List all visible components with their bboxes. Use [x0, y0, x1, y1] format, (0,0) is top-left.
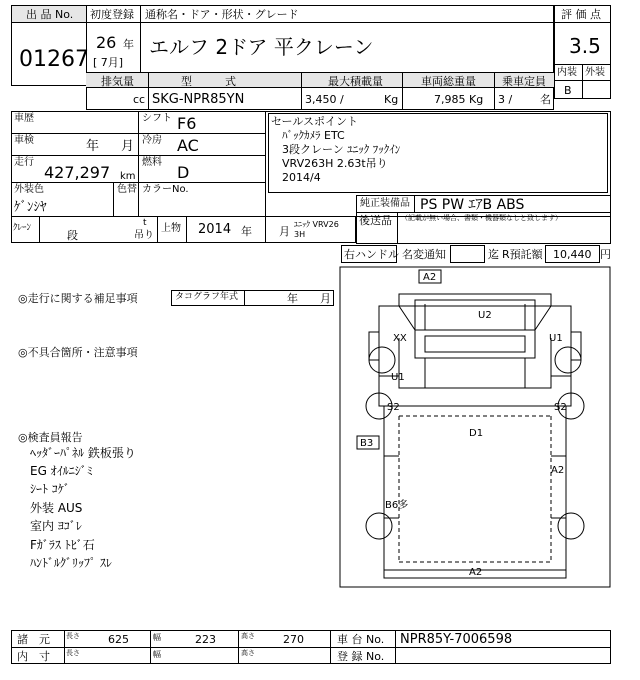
inspector-line: 外装 AUS	[30, 501, 83, 515]
crane-month-unit: 月	[279, 225, 290, 238]
first-reg-month: [ 7月]	[93, 56, 124, 69]
defects-label: ◎不具合箇所・注意事項	[18, 346, 138, 359]
crane-maker-line2: 3H	[294, 230, 306, 239]
exterior-grade-label: 外装	[585, 67, 605, 78]
registration-label: 登 録 No.	[337, 650, 385, 663]
damage-mark: XX	[393, 333, 407, 344]
shift-label: シフト	[142, 113, 172, 124]
model-label: 型 式	[181, 75, 236, 88]
mileage-value: 427,297	[44, 163, 111, 182]
exterior-color-label: 外装色	[14, 184, 44, 195]
color-change-label: 色替	[117, 184, 137, 195]
first-reg-year-unit: 年	[123, 38, 134, 51]
height-label: 高さ	[241, 632, 255, 640]
tachograph-month-unit: 月	[320, 292, 331, 305]
damage-mark: B3	[360, 438, 374, 449]
sales-point-line: 2014/4	[282, 171, 321, 184]
width-value: 223	[195, 633, 216, 646]
width-label-2: 幅	[153, 650, 161, 659]
shaken-year: 年	[86, 139, 100, 154]
chassis-label: 車 台 No.	[337, 633, 385, 646]
lot-number: 01267	[19, 47, 89, 72]
recycle-until-label: 迄	[488, 248, 499, 261]
damage-mark: A2	[551, 465, 565, 476]
capacity-value: 3 /	[498, 93, 513, 106]
crane-lift-t: t	[143, 218, 147, 228]
length-label: 長さ	[66, 632, 80, 640]
fuel-label: 燃料	[142, 157, 162, 168]
sales-points-label: セールスポイント	[271, 115, 359, 128]
crane-year-unit: 年	[241, 225, 252, 238]
car-name-label: 通称名・ドア・形状・グレード	[145, 8, 299, 21]
recycle-fee-value: 10,440	[553, 248, 592, 261]
inspector-line: ｼｰﾄ ｺｹﾞ	[30, 482, 70, 496]
width-label: 幅	[153, 633, 161, 642]
history-label: 車歴	[14, 113, 34, 124]
length-value: 625	[108, 633, 129, 646]
chassis-value: NPR85Y-7006598	[400, 632, 513, 647]
dims-label: 諸 元	[17, 633, 50, 646]
lot-no-label: 出 品 No.	[26, 8, 74, 21]
damage-mark: S2	[387, 402, 400, 413]
gross-weight-label: 車両総重量	[421, 75, 476, 88]
fuel-value: D	[177, 163, 190, 182]
damage-mark: U1	[549, 333, 563, 344]
inspector-line: Fｶﾞﾗｽ ﾄﾋﾞ石	[30, 538, 95, 552]
max-load-value: 3,450 /	[305, 93, 344, 106]
crane-label: ｸﾚｰﾝ	[13, 223, 32, 233]
damage-mark: B6多	[385, 500, 409, 511]
aftermarket-note: （記載が無い場合、書類・機器類なしと致します）	[401, 214, 562, 222]
shaken-label: 車検	[14, 135, 34, 146]
name-change-box	[450, 245, 485, 263]
first-reg-label: 初度登録	[90, 8, 134, 21]
sales-point-line: VRV263H 2.63t吊り	[282, 157, 388, 170]
damage-mark: D1	[469, 428, 484, 439]
crane-stages-unit: 段	[67, 229, 78, 242]
damage-mark: S2	[554, 402, 567, 413]
color-no-label: カラーNo.	[142, 184, 189, 195]
crane-maker-line1: ﾕﾆｯｸ VRV26	[294, 220, 339, 229]
yen-unit: 円	[600, 248, 611, 261]
top-label: 上物	[161, 223, 181, 234]
grade-label: 評 価 点	[561, 8, 601, 21]
steering-value: 右ハンドル	[344, 248, 399, 261]
car-name: エルフ 2ドア 平クレーン	[149, 35, 374, 59]
max-load-unit: Kg	[384, 93, 399, 106]
tachograph-year-unit: 年	[287, 292, 298, 305]
driving-notes-label: ◎走行に関する補足事項	[18, 292, 138, 305]
ac-label: 冷房	[142, 135, 162, 146]
displacement-label: 排気量	[101, 75, 134, 88]
damage-mark: U2	[478, 310, 492, 321]
damage-mark: U1	[391, 372, 405, 383]
exterior-color-value: ｹﾞﾝｼﾔ	[14, 200, 47, 215]
inspector-line: EG ｵｲﾙﾆｼﾞﾐ	[30, 464, 93, 478]
equipment-value: PS PW ｴｱB ABS	[420, 197, 525, 213]
inspector-line: ﾍｯﾀﾞｰﾊﾟﾈﾙ 鉄板張り	[30, 446, 136, 460]
model-value: SKG-NPR85YN	[152, 92, 245, 107]
shift-value: F6	[177, 114, 197, 133]
sales-point-line: 3段クレーン ﾕﾆｯｸ ﾌｯｸｲﾝ	[282, 143, 401, 156]
grade-value: 3.5	[569, 34, 601, 58]
sales-point-line: ﾊﾞｯｸｶﾒﾗ ETC	[282, 129, 345, 142]
name-change-label: 名変通知	[402, 248, 446, 261]
gross-weight-value: 7,985 Kg	[434, 93, 484, 106]
capacity-label: 乗車定員	[502, 75, 546, 88]
inspector-line: ﾊﾝﾄﾞﾙｸﾞﾘｯﾌﾟ ｽﾚ	[30, 556, 112, 570]
ac-value: AC	[177, 136, 199, 155]
interior-grade-label: 内装	[557, 67, 577, 78]
damage-mark: A2	[423, 272, 437, 283]
first-reg-year: 26	[96, 33, 117, 52]
crane-lift-unit: 吊り	[134, 230, 154, 241]
mileage-label: 走行	[14, 157, 34, 168]
mileage-unit: km	[120, 171, 136, 182]
damage-mark: A2	[469, 567, 483, 578]
interior-dims-label: 内 寸	[17, 650, 50, 663]
length-label-2: 長さ	[66, 649, 80, 657]
truck-damage-diagram	[339, 266, 611, 590]
crane-year: 2014	[198, 222, 232, 237]
inspector-report-label: ◎検査員報告	[18, 431, 83, 444]
displacement-unit: cc	[133, 93, 146, 106]
capacity-unit: 名	[540, 93, 551, 106]
shaken-month: 月	[121, 139, 135, 154]
inspector-line: 室内 ﾖｺﾞﾚ	[30, 519, 82, 533]
height-value: 270	[283, 633, 304, 646]
recycle-fee-label: R預託額	[502, 248, 543, 261]
max-load-label: 最大積載量	[328, 75, 383, 88]
height-label-2: 高さ	[241, 649, 255, 657]
aftermarket-label: 後送品	[359, 214, 392, 227]
interior-grade: B	[564, 84, 572, 97]
tachograph-label: タコグラフ年式	[175, 292, 239, 302]
equipment-label: 純正装備品	[360, 198, 410, 209]
